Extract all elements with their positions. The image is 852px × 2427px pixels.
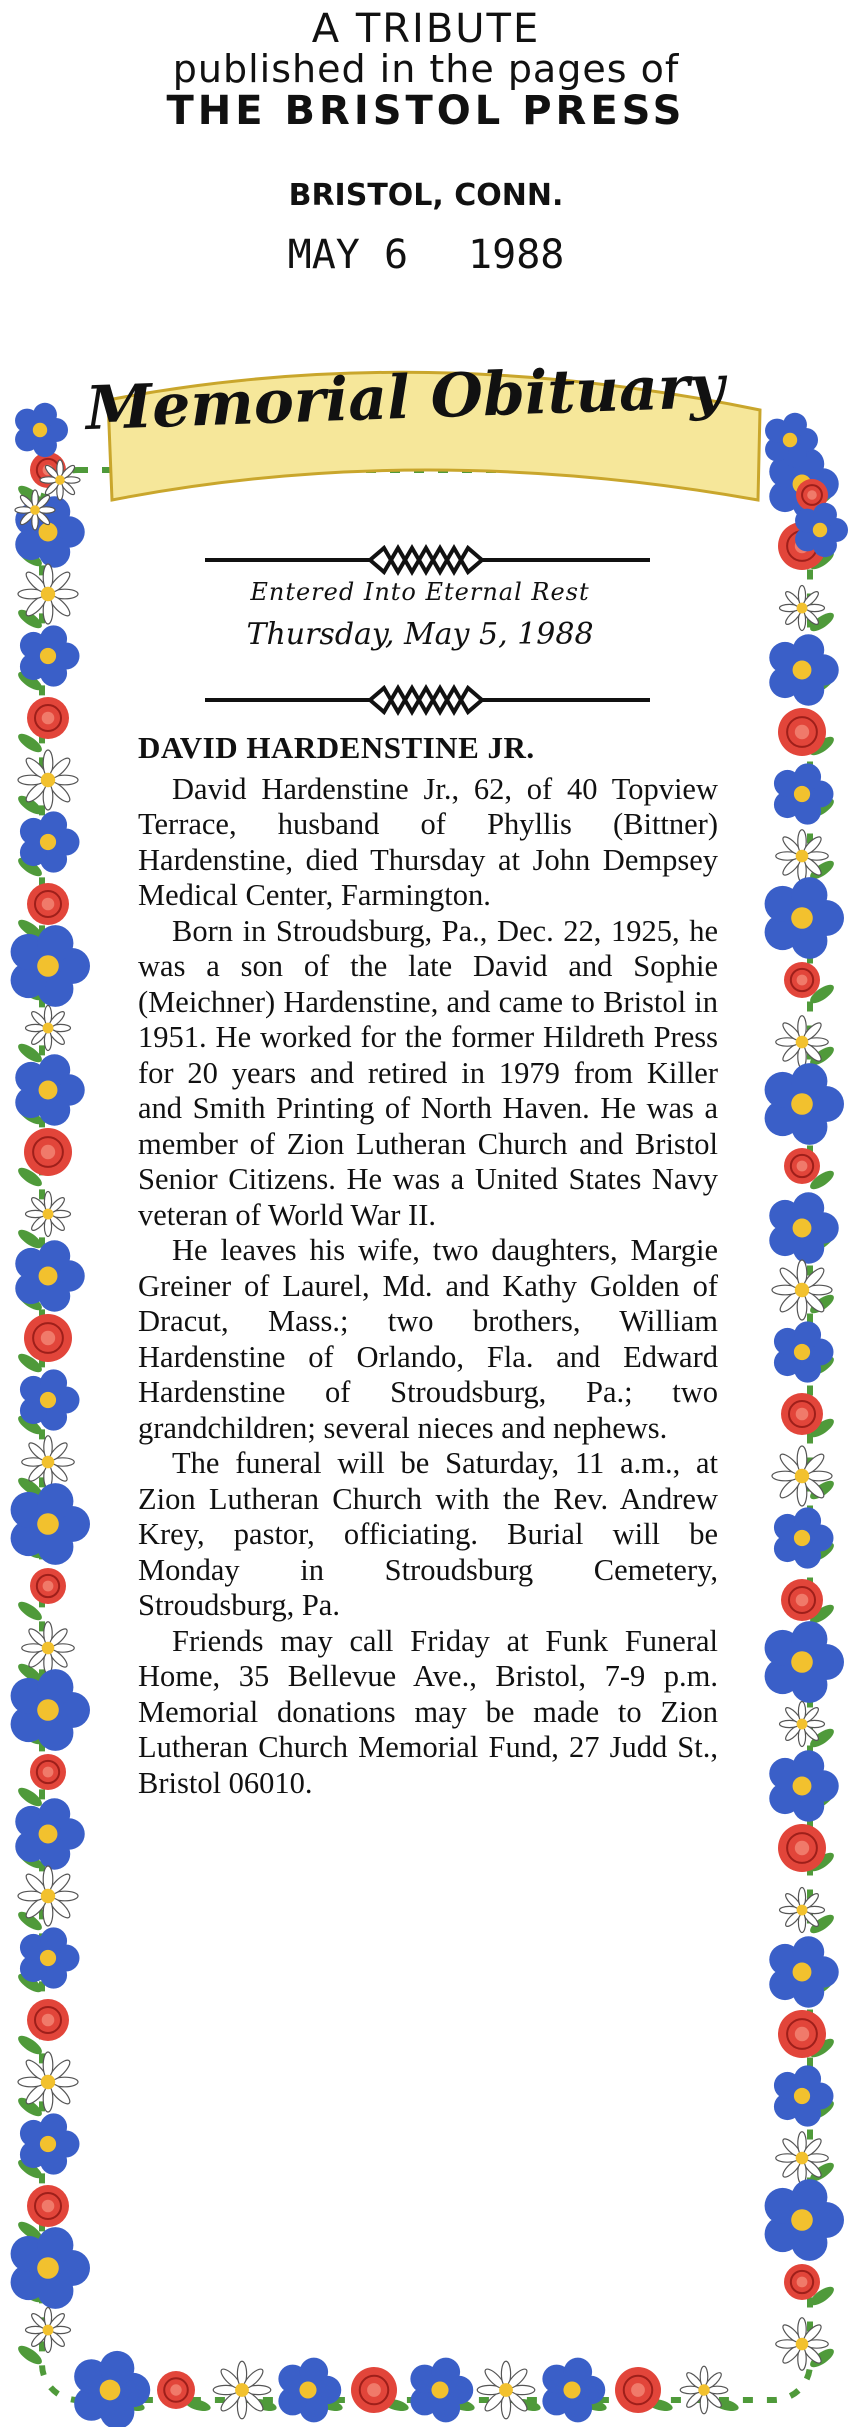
obituary-paragraph: Friends may call Friday at Funk Funeral Home, 35 Bellevue Ave., Bristol, 7-9 p.m. Memorial donations may be made to Zion Lutheran Church Memorial Fund, 27 Judd St., Bristol 06010. bbox=[138, 1623, 718, 1800]
forget-me-not-icon bbox=[769, 1750, 838, 1821]
rose-icon bbox=[30, 1568, 66, 1604]
forget-me-not-icon bbox=[15, 1054, 84, 1125]
stamp-date-month-day: MAY 6 bbox=[287, 232, 409, 278]
bottom-flourish bbox=[205, 688, 650, 712]
daisy-icon bbox=[780, 1702, 825, 1747]
top-flourish bbox=[205, 548, 650, 572]
daisy-icon bbox=[22, 1436, 75, 1489]
daisy-icon bbox=[776, 830, 829, 883]
forget-me-not-icon bbox=[795, 503, 848, 557]
forget-me-not-icon bbox=[774, 1321, 834, 1382]
rose-icon bbox=[784, 2264, 820, 2300]
daisy-icon bbox=[776, 1016, 829, 1068]
rose-icon bbox=[778, 1824, 826, 1872]
forget-me-not-icon bbox=[769, 1192, 838, 1263]
rose-icon bbox=[615, 2367, 661, 2413]
memorial-obituary-title: Memorial Obituary bbox=[84, 351, 726, 445]
obituary-paragraph: David Hardenstine Jr., 62, of 40 Topview Terrace, husband of Phyllis (Bittner) Hardenstine, died Thursday at John Dempsey Medical Center, Farmington. bbox=[138, 771, 718, 912]
daisy-icon bbox=[18, 750, 78, 810]
forget-me-not-icon bbox=[774, 2065, 834, 2126]
rose-icon bbox=[27, 883, 69, 925]
daisy-icon bbox=[772, 1446, 832, 1506]
stamp-date-year: 1988 bbox=[468, 232, 565, 278]
rose-icon bbox=[778, 2010, 826, 2058]
forget-me-not-icon bbox=[15, 403, 68, 457]
rose-icon bbox=[781, 1393, 823, 1435]
daisy-icon bbox=[26, 1192, 71, 1237]
rose-icon bbox=[351, 2367, 397, 2413]
rose-icon bbox=[24, 1314, 72, 1362]
forget-me-not-icon bbox=[765, 877, 844, 959]
rose-icon bbox=[778, 708, 826, 756]
newspaper-name: THE BRISTOL PRESS bbox=[166, 87, 686, 134]
obituary-paragraph: Born in Stroudsburg, Pa., Dec. 22, 1925, he was a son of the late David and Sophie (Meichner) Hardenstine, and came to Bristol in 1951. He worked for the former Hildreth Press for 20 years and retired in 1979 from Killer and Smith Printing of North Haven. He was a member of Zion Lutheran Church and Bristol Senior Citizens. He was a United States Navy veteran of World War II. bbox=[138, 913, 718, 1232]
obituary-paragraph: The funeral will be Saturday, 11 a.m., at Zion Lutheran Church with the Rev. Andrew Krey, pastor, officiating. Burial will be Monday in Stroudsburg Cemetery, Stroudsburg, Pa. bbox=[138, 1446, 718, 1622]
daisy-icon bbox=[18, 2052, 78, 2112]
rose-icon bbox=[27, 697, 69, 739]
daisy-icon bbox=[15, 490, 55, 530]
forget-me-not-icon bbox=[20, 1369, 80, 1430]
daisy-icon bbox=[18, 1866, 78, 1926]
daisy-icon bbox=[780, 1888, 825, 1933]
obituary-paragraph: He leaves his wife, two daughters, Margie Greiner of Laurel, Md. and Kathy Golden of Dracut, Mass.; two brothers, William Hardenstine of Orlando, Fla. and Edward Hardenstine of Stroudsburg, Pa.; two grandchildren; several nieces and nephews. bbox=[138, 1233, 718, 1445]
daisy-icon bbox=[40, 460, 80, 500]
rose-icon bbox=[784, 962, 820, 998]
daisy-icon bbox=[22, 1622, 75, 1675]
stamp-city: BRISTOL, CONN. bbox=[288, 178, 564, 213]
rose-icon bbox=[27, 2185, 69, 2227]
rose-icon bbox=[784, 1148, 820, 1184]
daisy-icon bbox=[18, 564, 78, 624]
forget-me-not-icon bbox=[74, 2351, 150, 2427]
rose-icon bbox=[781, 1579, 823, 1621]
forget-me-not-icon bbox=[15, 1240, 84, 1311]
obituary-body bbox=[138, 730, 718, 1801]
daisy-icon bbox=[780, 586, 825, 631]
daisy-icon bbox=[26, 2308, 71, 2353]
forget-me-not-icon bbox=[769, 1936, 838, 2007]
eternal-rest-caption: Entered Into Eternal Rest bbox=[250, 578, 590, 606]
forget-me-not-icon bbox=[774, 763, 834, 824]
forget-me-not-icon bbox=[774, 1507, 834, 1568]
forget-me-not-icon bbox=[20, 2113, 80, 2174]
daisy-icon bbox=[772, 1260, 832, 1320]
deceased-name: DAVID HARDENSTINE JR. bbox=[138, 730, 535, 765]
forget-me-not-icon bbox=[11, 925, 90, 1007]
rose-icon bbox=[27, 1999, 69, 2041]
forget-me-not-icon bbox=[765, 1621, 844, 1703]
forget-me-not-icon bbox=[278, 2358, 341, 2423]
daisy-icon bbox=[26, 1006, 71, 1051]
forget-me-not-icon bbox=[542, 2358, 605, 2423]
daisy-icon bbox=[776, 2132, 829, 2185]
rose-icon bbox=[30, 1754, 66, 1790]
forget-me-not-icon bbox=[20, 625, 80, 686]
daisy-icon bbox=[213, 2361, 271, 2419]
tribute-subtitle: published in the pages of bbox=[172, 47, 680, 91]
rose-icon bbox=[24, 1128, 72, 1176]
forget-me-not-icon bbox=[11, 1483, 90, 1565]
forget-me-not-icon bbox=[765, 1063, 844, 1145]
forget-me-not-icon bbox=[769, 634, 838, 705]
tribute-title: A TRIBUTE bbox=[311, 6, 541, 52]
forget-me-not-icon bbox=[765, 2179, 844, 2261]
daisy-icon bbox=[477, 2361, 535, 2419]
forget-me-not-icon bbox=[410, 2358, 473, 2423]
forget-me-not-icon bbox=[20, 811, 80, 872]
daisy-icon bbox=[776, 2318, 829, 2371]
forget-me-not-icon bbox=[11, 2227, 90, 2309]
death-date: Thursday, May 5, 1988 bbox=[246, 617, 594, 652]
forget-me-not-icon bbox=[15, 1798, 84, 1869]
rose-icon bbox=[157, 2371, 195, 2409]
forget-me-not-icon bbox=[11, 1669, 90, 1751]
forget-me-not-icon bbox=[20, 1927, 80, 1988]
daisy-icon bbox=[680, 2366, 728, 2414]
